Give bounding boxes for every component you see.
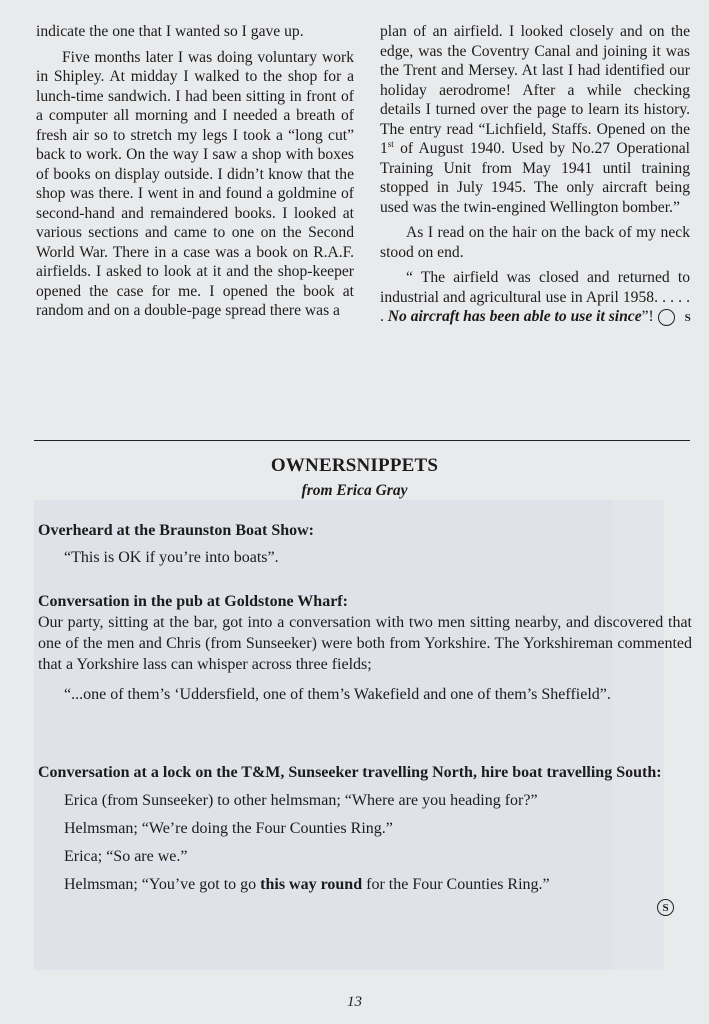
article-paragraph — [380, 22, 690, 217]
text-run: of August 1940. Used by No.27 Operational Training Unit from May 1941 until training stopped in July 1945. The only aircraft being used was the twin-engined Wellington bomber.” — [380, 140, 690, 216]
snippet-quote: “This is OK if you’re into boats”. — [64, 549, 279, 566]
snippet-lock-conversation — [38, 762, 692, 917]
dialogue-line: Helmsman; “We’re doing the Four Counties Ring.” — [64, 820, 393, 837]
snippet-body: Our party, sitting at the bar, got into a conversation with two men sitting nearby, and discovered that one of the men and Chris (from Sunseeker) were both from Yorkshire. The Yorkshireman commented that a Yorkshire lass can whisper across three fields; — [38, 614, 692, 673]
emphasis-text: No aircraft has been able to use it since — [387, 308, 642, 325]
article-paragraph — [380, 268, 690, 327]
snippet-heading: Conversation at a lock on the T&M, Sunseeker travelling North, hire boat travelling South: — [38, 764, 662, 781]
article-right-column — [380, 22, 690, 327]
snippet-quote: “...one of them’s ‘Uddersfield, one of them’s Wakefield and one of them’s Sheffield”. — [64, 686, 611, 703]
section-divider — [34, 440, 690, 441]
snippet-heading: Conversation in the pub at Goldstone Wharf: — [38, 593, 348, 610]
article-paragraph: As I read on the hair on the back of my neck stood on end. — [380, 224, 690, 261]
text-run: “ The airfield was closed and returned to industrial and agricultural use in April 1958. . . . . . — [380, 269, 690, 325]
end-mark-row — [38, 896, 692, 917]
page-number: 13 — [347, 994, 362, 1010]
article-paragraph: Five months later I was doing voluntary work in Shipley. At midday I walked to the shop for a lunch-time sandwich. I had been sitting in front of a computer all morning and I needed a breath of fresh air so to stretch my legs I took a “long cut” back to work. On the way I saw a shop with boxes of books on display outside. I didn’t know that the shop was there. I went in and found a goldmine of second-hand and remaindered books. I looked at various sections and came to one on the Second World War. There in a case was a book on R.A.F. airfields. I asked to look at it and the shop-keeper opened the case for me. I opened the book at random and on a double-page spread there was a — [36, 48, 354, 319]
text-run: Helmsman; “You’ve got to go — [64, 876, 261, 893]
article-paragraph: indicate the one that I wanted so I gave up. — [36, 23, 304, 40]
emphasis-text: this way round — [260, 876, 363, 893]
text-run: ”! — [641, 308, 658, 325]
snippet-heading: Overheard at the Braunston Boat Show: — [38, 522, 315, 539]
article-left-column — [36, 22, 354, 321]
section-title: OWNERSNIPPETS — [270, 455, 439, 476]
sunseeker-end-mark-icon: S — [658, 309, 675, 326]
dialogue-line: Erica (from Sunseeker) to other helmsman; “Where are you heading for?” — [64, 792, 538, 809]
snippet-braunston — [38, 520, 692, 568]
snippet-goldstone-wharf — [38, 591, 692, 705]
sunseeker-end-mark-icon: S — [657, 899, 674, 916]
text-run: for the Four Counties Ring.” — [362, 876, 550, 893]
section-byline: from Erica Gray — [301, 482, 408, 499]
dialogue-line — [38, 874, 692, 895]
ordinal-superscript: st — [387, 138, 394, 149]
text-run: plan of an airfield. I looked closely and on the edge, was the Coventry Canal and joining it was the Trent and Mersey. At last I had identified our holiday aerodrome! After a while checking details I turned over the page to learn its history. The entry read “Lichfield, Staffs. Opened on the 1 — [380, 23, 690, 157]
dialogue-line: Erica; “So are we.” — [64, 848, 188, 865]
